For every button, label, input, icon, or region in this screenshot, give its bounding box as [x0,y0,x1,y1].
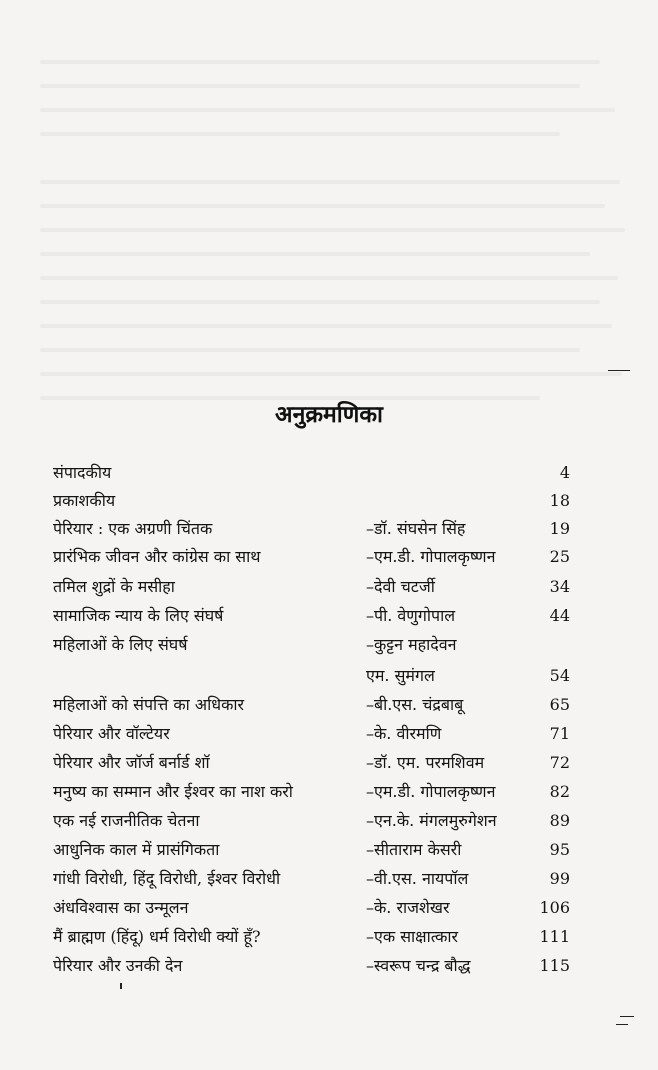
edge-mark [620,1016,634,1017]
toc-entry[interactable] [0,488,658,514]
entry-page-number: 95 [549,840,570,859]
entry-author: –स्वरूप चन्द्र बौद्ध [366,956,471,975]
toc-entry[interactable] [0,953,658,979]
entry-page-number: 44 [549,606,570,625]
toc-entry[interactable] [0,750,658,776]
entry-title: तमिल शुद्रों के मसीहा [53,577,175,596]
entry-page-number: 106 [539,898,570,917]
toc-entry[interactable] [0,544,658,570]
toc-entry[interactable] [0,779,658,805]
entry-title: महिलाओं को संपत्ति का अधिकार [53,695,245,714]
entry-page-number: 111 [539,927,570,946]
toc-entry[interactable] [0,692,658,718]
toc-entry[interactable] [0,632,658,658]
entry-author: –एम.डी. गोपालकृष्णन [366,782,496,801]
entry-title: पेरियार और वॉल्टेयर [53,724,170,743]
entry-author: –डॉ. एम. परमशिवम [366,753,485,772]
entry-author: –एन.के. मंगलमुरुगेशन [366,811,497,830]
entry-author-continuation: एम. सुमंगल [366,666,435,685]
entry-author: –डॉ. संघसेन सिंह [366,519,466,538]
toc-heading: अनुक्रमणिका [275,401,383,428]
toc-entry[interactable] [0,895,658,921]
entry-title: सामाजिक न्याय के लिए संघर्ष [53,606,224,625]
entry-page-number: 65 [549,695,570,714]
toc-entry[interactable] [0,721,658,747]
entry-page-number: 99 [549,869,570,888]
entry-page-number: 34 [549,577,570,596]
toc-entry[interactable] [0,924,658,950]
toc-entry[interactable] [0,603,658,629]
entry-page-number: 18 [549,491,570,510]
entry-page-number: 19 [549,519,570,538]
entry-author: –कुट्टन महादेवन [366,635,457,654]
entry-author: –के. वीरमणि [366,724,442,743]
entry-title: पेरियार और जॉर्ज बर्नार्ड शॉ [53,753,210,772]
edge-mark [608,370,630,371]
toc-entry[interactable] [0,837,658,863]
toc-entry[interactable] [0,516,658,542]
entry-title: महिलाओं के लिए संघर्ष [53,635,188,654]
entry-title: संपादकीय [53,463,112,482]
entry-title: पेरियार : एक अग्रणी चिंतक [53,519,213,538]
entry-author: –बी.एस. चंद्रबाबू [366,695,464,714]
entry-author: –देवी चटर्जी [366,577,435,596]
entry-page-number: 89 [549,811,570,830]
entry-author: –वी.एस. नायपॉल [366,869,469,888]
stray-mark [120,983,122,989]
entry-author: –के. राजशेखर [366,898,450,917]
toc-entry[interactable] [0,574,658,600]
entry-page-number: 115 [539,956,570,975]
entry-title: एक नई राजनीतिक चेतना [53,811,200,830]
toc-entry[interactable] [0,866,658,892]
entry-title: मैं ब्राह्मण (हिंदू) धर्म विरोधी क्यों हूँ? [53,927,261,946]
entry-title: पेरियार और उनकी देन [53,956,183,975]
entry-author: –एम.डी. गोपालकृष्णन [366,547,496,566]
entry-author: –एक साक्षात्कार [366,927,459,946]
entry-page-number: 72 [549,753,570,772]
entry-title: अंधविश्वास का उन्मूलन [53,898,189,917]
entry-page-number: 4 [559,463,570,482]
entry-page-number: 54 [549,666,570,685]
toc-entry[interactable] [0,460,658,486]
entry-title: प्रारंभिक जीवन और कांग्रेस का साथ [53,547,261,566]
entry-page-number: 82 [549,782,570,801]
toc-entry[interactable] [0,808,658,834]
edge-mark [616,1024,628,1025]
entry-page-number: 71 [549,724,570,743]
entry-title: मनुष्य का सम्मान और ईश्वर का नाश करो [53,782,293,801]
entry-title: गांधी विरोधी, हिंदू विरोधी, ईश्वर विरोधी [53,869,281,888]
entry-title: आधुनिक काल में प्रासंगिकता [53,840,220,859]
entry-page-number: 25 [549,547,570,566]
entry-author: –सीताराम केसरी [366,840,462,859]
entry-title: प्रकाशकीय [53,491,116,510]
entry-author: –पी. वेणुगोपाल [366,606,456,625]
